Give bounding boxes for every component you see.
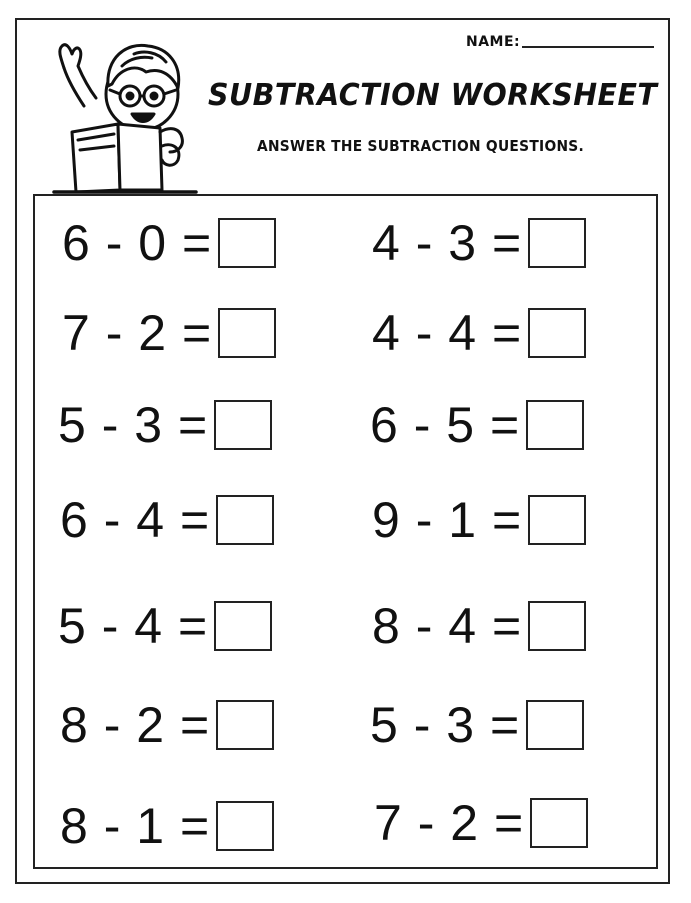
instructions: ANSWER THE SUBTRACTION QUESTIONS. <box>257 137 585 155</box>
answer-box[interactable] <box>528 308 586 358</box>
problem-expression: 6 - 0 = <box>62 215 213 271</box>
problem-item <box>370 397 584 453</box>
problem-item <box>62 305 276 361</box>
problem-expression: 8 - 4 = <box>372 598 523 654</box>
problem-expression: 6 - 5 = <box>370 397 521 453</box>
problem-expression: 4 - 4 = <box>372 305 523 361</box>
page-title: SUBTRACTION WORKSHEET <box>208 78 658 113</box>
answer-box[interactable] <box>214 601 272 651</box>
problem-item <box>372 598 586 654</box>
answer-box[interactable] <box>528 495 586 545</box>
problem-item <box>58 598 272 654</box>
problem-item <box>60 798 274 854</box>
answer-box[interactable] <box>216 801 274 851</box>
answer-box[interactable] <box>528 218 586 268</box>
answer-box[interactable] <box>218 218 276 268</box>
answer-box[interactable] <box>218 308 276 358</box>
problem-expression: 8 - 1 = <box>60 798 211 854</box>
child-reading-book-icon <box>50 28 200 196</box>
problem-expression: 5 - 3 = <box>58 397 209 453</box>
problem-item <box>372 215 586 271</box>
answer-box[interactable] <box>526 700 584 750</box>
problem-item <box>62 215 276 271</box>
answer-box[interactable] <box>214 400 272 450</box>
problem-expression: 9 - 1 = <box>372 492 523 548</box>
problem-item <box>372 492 586 548</box>
problem-item <box>60 697 274 753</box>
answer-box[interactable] <box>526 400 584 450</box>
problem-item <box>60 492 274 548</box>
answer-box[interactable] <box>528 601 586 651</box>
answer-box[interactable] <box>216 495 274 545</box>
problem-expression: 7 - 2 = <box>62 305 213 361</box>
problem-item <box>370 697 584 753</box>
answer-box[interactable] <box>216 700 274 750</box>
problem-item <box>374 795 588 851</box>
problem-expression: 7 - 2 = <box>374 795 525 851</box>
problem-expression: 8 - 2 = <box>60 697 211 753</box>
problem-expression: 5 - 4 = <box>58 598 209 654</box>
problem-expression: 6 - 4 = <box>60 492 211 548</box>
problem-item <box>372 305 586 361</box>
name-field[interactable] <box>522 46 654 48</box>
name-label: NAME: <box>466 34 521 50</box>
problem-expression: 4 - 3 = <box>372 215 523 271</box>
answer-box[interactable] <box>530 798 588 848</box>
problem-item <box>58 397 272 453</box>
problem-expression: 5 - 3 = <box>370 697 521 753</box>
